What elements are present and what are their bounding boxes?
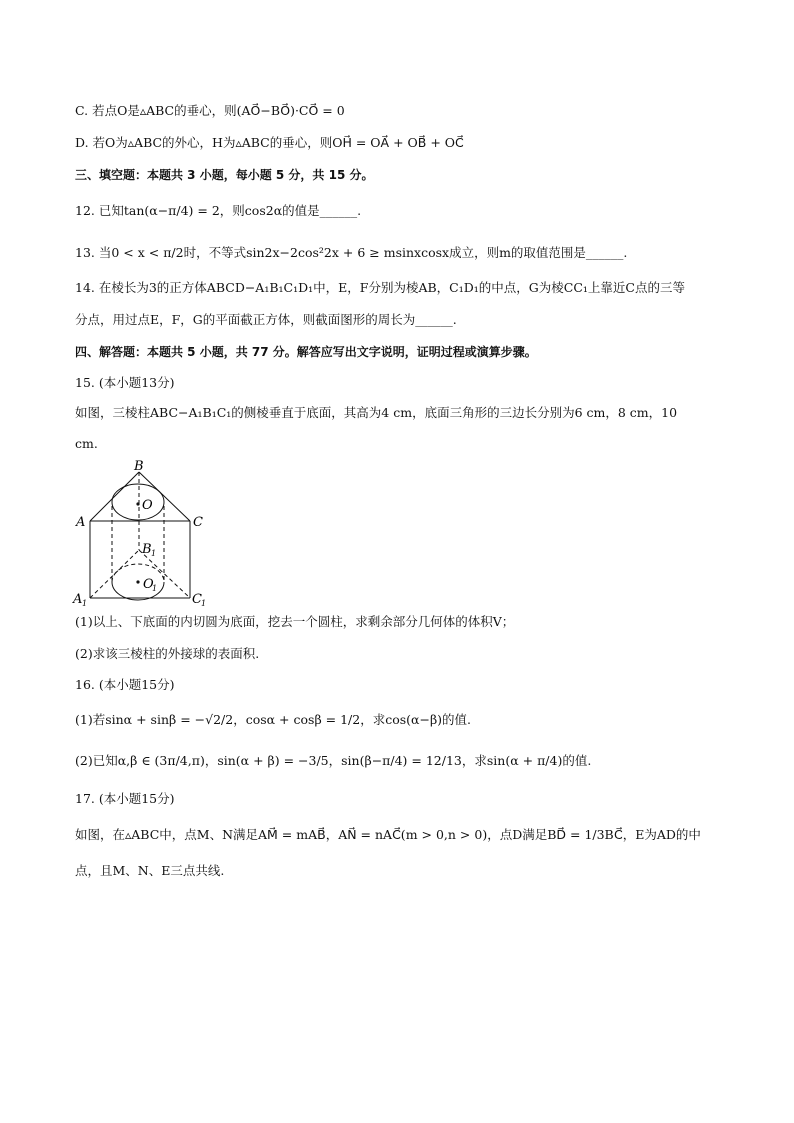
label-c1: C — [192, 592, 202, 607]
question-14-line-2: 分点，用过点E，F，G的平面截正方体，则截面图形的周长为______. — [75, 312, 457, 327]
question-15-heading: 15. (本小题13分) — [75, 375, 175, 390]
label-o1: O — [143, 577, 154, 592]
label-c: C — [193, 515, 203, 530]
section-heading-fill-in: 三、填空题：本题共 3 小题，每小题 5 分，共 15 分。 — [75, 168, 374, 182]
prism-figure — [72, 458, 212, 608]
question-15-part-1: (1)以上、下底面的内切圆为底面，挖去一个圆柱，求剩余部分几何体的体积V； — [75, 614, 515, 629]
question-14-line-1: 14. 在棱长为3的正方体ABCD−A₁B₁C₁D₁中，E，F分别为棱AB，C₁D₁的中点，G为棱CC₁上靠近C点的三等 — [75, 280, 685, 295]
question-17-heading: 17. (本小题15分) — [75, 791, 175, 806]
question-15-text-1: 如图，三棱柱ABC−A₁B₁C₁的侧棱垂直于底面，其高为4 cm，底面三角形的三边长分别为6 cm，8 cm，10 — [75, 405, 678, 420]
option-d: D. 若O为▵ABC的外心，H为▵ABC的垂心，则OH⃗ = OA⃗ + OB⃗ + OC⃗ — [75, 135, 464, 150]
label-b1-sub: 1 — [151, 549, 157, 558]
option-c: C. 若点O是▵ABC的垂心，则(AO⃗−BO⃗)·CO⃗ = 0 — [75, 103, 345, 118]
label-o: O — [142, 498, 153, 513]
question-15-text-2: cm. — [75, 436, 98, 451]
question-16-heading: 16. (本小题15分) — [75, 677, 175, 692]
question-13: 13. 当0 < x < π/2时，不等式sin2x−2cos²2x + 6 ≥ msinxcosx成立，则m的取值范围是______. — [75, 245, 628, 260]
question-16-part-2: (2)已知α,β ∈ (3π/4,π)，sin(α + β) = −3/5，sin(β−π/4) = 12/13，求sin(α + π/4)的值. — [75, 753, 592, 768]
question-17-text-1: 如图，在▵ABC中，点M、N满足AM⃗ = mAB⃗，AN⃗ = nAC⃗(m > 0,n > 0)，点D满足BD⃗ = 1/3BC⃗，E为AD的中 — [75, 827, 701, 842]
label-a: A — [76, 515, 86, 530]
label-b1: B — [142, 542, 152, 557]
label-c1-sub: 1 — [201, 599, 207, 608]
section-heading-answer: 四、解答题：本题共 5 小题，共 77 分。解答应写出文字说明，证明过程或演算步骤。 — [75, 345, 537, 359]
question-16-part-1: (1)若sinα + sinβ = −√2/2，cosα + cosβ = 1/2，求cos(α−β)的值. — [75, 712, 472, 727]
question-17-text-2: 点，且M、N、E三点共线. — [75, 863, 225, 878]
label-o1-sub: 1 — [152, 584, 158, 593]
label-a1-sub: 1 — [82, 599, 88, 608]
label-b: B — [134, 459, 144, 474]
question-12: 12. 已知tan(α−π/4) = 2，则cos2α的值是______. — [75, 203, 362, 218]
question-15-part-2: (2)求该三棱柱的外接球的表面积. — [75, 646, 260, 661]
label-a1: A — [73, 592, 83, 607]
